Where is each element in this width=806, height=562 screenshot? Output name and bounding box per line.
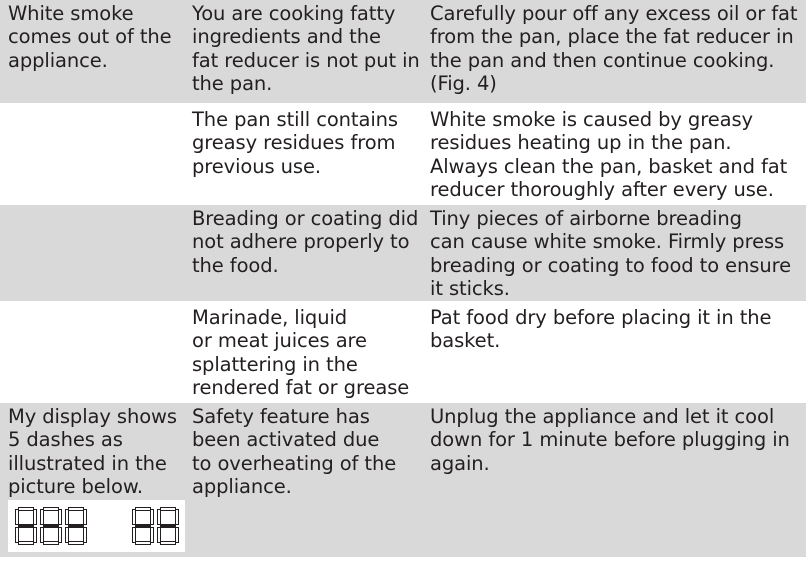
segment-upper-left bbox=[15, 509, 19, 525]
table-row bbox=[0, 304, 806, 401]
table-row bbox=[0, 0, 806, 103]
table-row bbox=[0, 205, 806, 301]
segment-middle bbox=[68, 524, 84, 528]
segment-lower-left bbox=[15, 527, 19, 543]
cause-cell: Safety feature has been activated due to overheating of the appliance. bbox=[192, 405, 397, 498]
segment-lower-right bbox=[175, 527, 179, 543]
problem-cell: My display shows 5 dashes as illustrated in the picture below. bbox=[8, 405, 177, 498]
display-digit bbox=[40, 507, 62, 545]
segment-upper-right bbox=[175, 509, 179, 525]
display-digit bbox=[157, 507, 179, 545]
segment-upper-left bbox=[65, 509, 69, 525]
display-digit bbox=[65, 507, 87, 545]
cause-cell: Marinade, liquid or meat juices are splattering in the rendered fat or grease bbox=[192, 306, 410, 399]
segment-lower-right bbox=[33, 527, 37, 543]
segment-bottom bbox=[68, 541, 84, 545]
display-digit bbox=[15, 507, 37, 545]
cause-cell: The pan still contains greasy residues from previous use. bbox=[192, 108, 398, 178]
segment-upper-right bbox=[150, 509, 154, 525]
solution-cell: White smoke is caused by greasy residues heating up in the pan. Always clean the pan, basket and fat reducer thoroughly after every use. bbox=[430, 108, 788, 201]
segment-upper-right bbox=[33, 509, 37, 525]
segment-upper-right bbox=[83, 509, 87, 525]
table-row bbox=[0, 106, 806, 203]
segment-middle bbox=[135, 524, 151, 528]
cause-cell: Breading or coating did not adhere properly to the food. bbox=[192, 207, 419, 277]
solution-cell: Pat food dry before placing it in the basket. bbox=[430, 306, 772, 353]
segment-top bbox=[18, 507, 34, 511]
solution-cell: Carefully pour off any excess oil or fat from the pan, place the fat reducer in the pan and then continue cooking. (Fig. 4) bbox=[430, 2, 798, 95]
segment-upper-left bbox=[40, 509, 44, 525]
segment-top bbox=[68, 507, 84, 511]
segment-lower-left bbox=[65, 527, 69, 543]
segment-top bbox=[43, 507, 59, 511]
segment-middle bbox=[43, 524, 59, 528]
segment-middle bbox=[18, 524, 34, 528]
problem-cell: White smoke comes out of the appliance. bbox=[8, 2, 172, 72]
cause-cell: You are cooking fatty ingredients and the fat reducer is not put in the pan. bbox=[192, 2, 420, 95]
display-digit bbox=[132, 507, 154, 545]
segment-bottom bbox=[43, 541, 59, 545]
segment-lower-right bbox=[58, 527, 62, 543]
segment-upper-left bbox=[132, 509, 136, 525]
segment-bottom bbox=[135, 541, 151, 545]
segment-lower-left bbox=[157, 527, 161, 543]
segment-bottom bbox=[160, 541, 176, 545]
solution-cell: Unplug the appliance and let it cool down for 1 minute before plugging in again. bbox=[430, 405, 790, 475]
segment-lower-left bbox=[132, 527, 136, 543]
segment-upper-right bbox=[58, 509, 62, 525]
dash-display-illustration bbox=[8, 500, 185, 552]
segment-top bbox=[135, 507, 151, 511]
segment-upper-left bbox=[157, 509, 161, 525]
segment-lower-left bbox=[40, 527, 44, 543]
segment-middle bbox=[160, 524, 176, 528]
segment-lower-right bbox=[150, 527, 154, 543]
segment-bottom bbox=[18, 541, 34, 545]
table-row bbox=[0, 403, 806, 557]
segment-top bbox=[160, 507, 176, 511]
segment-lower-right bbox=[83, 527, 87, 543]
solution-cell: Tiny pieces of airborne breading can cause white smoke. Firmly press breading or coating to food to ensure it sticks. bbox=[430, 207, 792, 300]
